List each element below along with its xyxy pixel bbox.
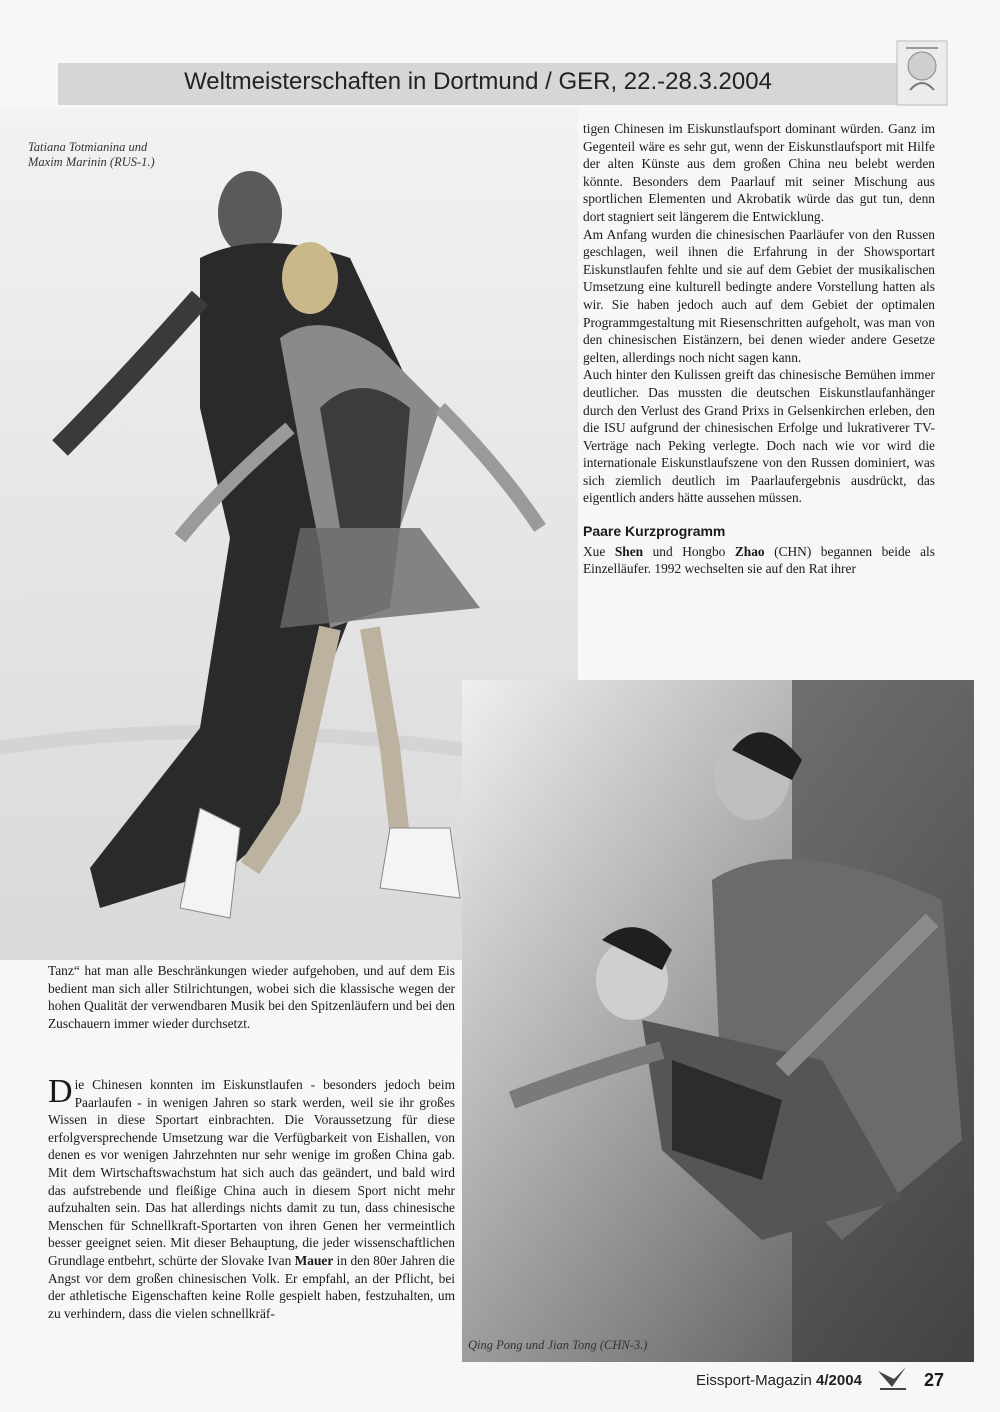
photo1-caption-line2: Maxim Marinin (RUS-1.) bbox=[28, 155, 155, 169]
page-title: Weltmeisterschaften in Dortmund / GER, 22.-28.3.2004 bbox=[184, 68, 772, 95]
championship-logo-icon bbox=[896, 40, 948, 106]
magazine-bird-logo-icon bbox=[876, 1365, 910, 1393]
page-number: 27 bbox=[924, 1370, 945, 1390]
text-run: (CHN) begannen beide als Einzelläufer. 1992 wechselten sie auf den Rat ihrer bbox=[583, 543, 935, 577]
drop-cap: D bbox=[48, 1073, 73, 1110]
photo1-caption-line1: Tatiana Totmianina und bbox=[28, 140, 148, 154]
paragraph: Am Anfang wurden die chinesischen Paarläufer von den Russen geschlagen, weil ihnen die Erfahrung in der Showsportart Eiskunstlaufen fehlte und sie auf dem Gebiet der musikalischen Umsetzung eine kulturell bedingte andere Vorstellung hatten als wir. Sie haben jedoch auch auf dem Gebiet der optimalen Programmgestaltung mit Riesenschritten aufgeholt, was man von den chinesischen Eistänzern, bei denen wieder andere Gesetze gelten, allerdings noch nicht sagen kann. bbox=[583, 226, 935, 365]
magazine-name: Eissport-Magazin bbox=[696, 1372, 817, 1389]
footer-magazine bbox=[696, 1372, 862, 1389]
article-left-bottom bbox=[48, 1073, 455, 1322]
text-run: und Hongbo bbox=[643, 543, 735, 559]
paragraph bbox=[583, 543, 935, 578]
text-run: ie Chinesen konnten im Eiskunstlaufen - besonders jedoch beim Paarlaufen - in wenigen Jahren so stark werden, weil sie ihr großes Wissen in diese Sportart einbrachten. Die Voraussetzung für diese erfolgversprechende Umsetzung war die Verfügbarkeit von Eishallen, von denen es vor wenigen Jahrzehnten nur sehr wenige im großen China gab. Mit dem Wirtschaftswachstum hat sich auch das geändert, und bald wird das aufstrebende und fleißige China auch in diesem Sport nicht mehr aufzuhalten sein. Das hat allerdings nichts damit zu tun, dass chinesische Menschen für Schnellkraft-Sportarten von ihren Genen her vermeintlich besser geeignet seien. Mit dieser Behauptung, die jeder wissenschaftlichen Grundlage entbehrt, schürte der Slovake Ivan bbox=[48, 1077, 455, 1268]
photo-pong-tong bbox=[462, 680, 974, 1362]
skating-pair-illustration-2 bbox=[462, 680, 974, 1362]
name-bold: Zhao bbox=[734, 543, 765, 559]
paragraph: Tanz“ hat man alle Beschränkungen wieder aufgehoben, und auf dem Eis bedient man sich aller Stilrichtungen, wobei sich die klassische wegen der hohen Qualität der verwendbaren Musik bei den Spitzenläufern und bei den Zuschauern immer wieder durchsetzt. bbox=[48, 963, 455, 1031]
section-heading: Paare Kurzprogramm bbox=[583, 523, 726, 540]
issue-number: 4/2004 bbox=[816, 1372, 862, 1389]
text-run: in den 80er Jahren die Angst vor dem großen chinesischen Volk. Er empfahl, an der Pflicht, bei der athletische Eigenschaften keine Rolle gespielt haben, festzuhalten, um zu verhindern, dass die vielen schnellkräf- bbox=[48, 1252, 455, 1321]
text-run: Xue bbox=[583, 543, 615, 559]
name-bold: Mauer bbox=[294, 1252, 334, 1268]
article-left-mid bbox=[48, 962, 455, 1032]
photo2-caption: Qing Pong und Jian Tong (CHN-3.) bbox=[468, 1338, 648, 1352]
name-bold: Shen bbox=[614, 543, 644, 559]
paragraph: tigen Chinesen im Eiskunstlaufsport dominant würden. Ganz im Gegenteil wäre es sehr gut, wenn der Eiskunstlaufsport mit Hilfe der alten Künste aus dem großen China neu belebt werden könnte. Besonders dem Paarlauf mit seiner Mischung aus sportlichen Elementen und Akrobatik würde das gut tun, denn dort stagniert seit längerem die Entwicklung. bbox=[583, 121, 935, 224]
article-right-column bbox=[583, 120, 935, 578]
paragraph: Auch hinter den Kulissen greift das chinesische Bemühen immer deutlicher. Das mussten die deutschen Eiskunstlaufanhänger durch den Verlust des Grand Prixs in Gelsenkirchen erleben, den die ISU aufgrund der chinesischen Erfolge und lukrativerer TV-Verträge nach Peking verlegte. Doch nach wie vor wird die internationale Eiskunstlaufszene von den Russen dominiert, was sich ziemlich deutlich im Paarlaufergebnis ausdrückt, das eigentlich anders hätte aussehen müssen. bbox=[583, 367, 935, 506]
paragraph bbox=[48, 1073, 455, 1322]
